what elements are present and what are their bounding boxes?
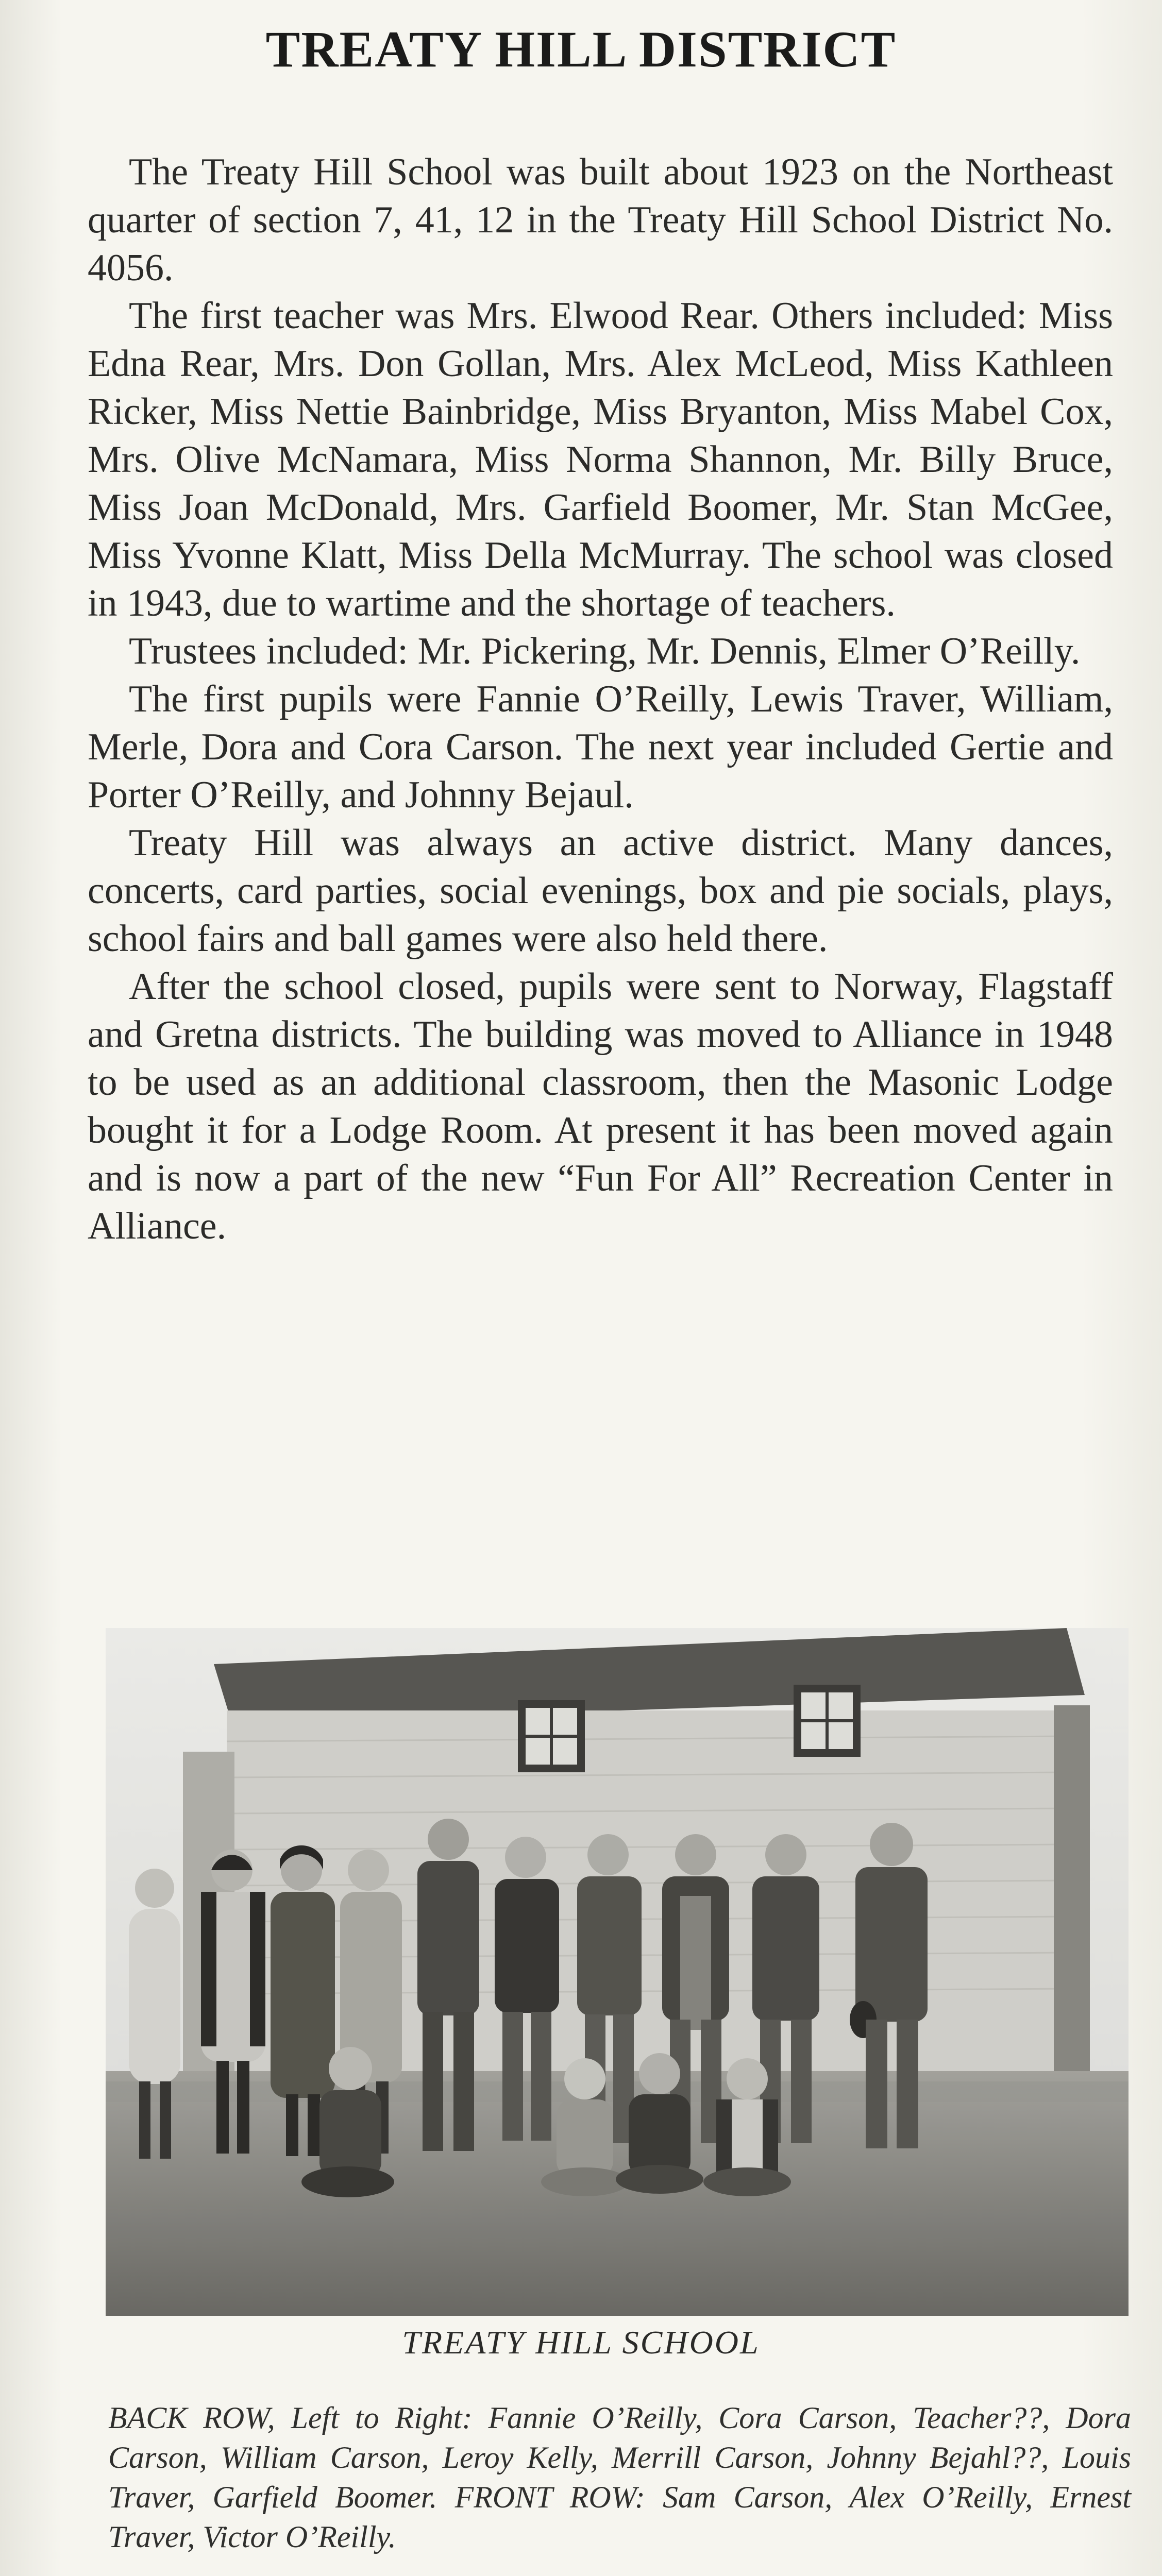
paragraph-teachers: The first teacher was Mrs. Elwood Rear. Others included: Miss Edna Rear, Mrs. Don Gollan, Mrs. Alex McLeod, Miss Kathleen Ricker, Miss Nettie Bainbridge, Miss Bryanton, Miss Mabel Cox, Mrs. Olive McNamara, Miss Norma Shannon, Mr. Billy Bruce, Miss Joan McDonald, Mrs. Garfield Boomer, Mr. Stan McGee, Miss Yvonne Klatt, Miss Della McMurray. The school was closed in 1943, due to wartime and the shortage of teachers. bbox=[88, 295, 1113, 624]
paragraph-after-closing: After the school closed, pupils were sent to Norway, Flagstaff and Gretna districts. The building was moved to Alliance in 1948 to be used as an additional classroom, then the Masonic Lodge bought it for a Lodge Room. At present it has been moved again and is now a part of the new “Fun For All” Recreation Center in Alliance. bbox=[88, 965, 1113, 1247]
school-photo-illustration bbox=[106, 1628, 1129, 2316]
paragraph-trustees: Trustees included: Mr. Pickering, Mr. Dennis, Elmer O’Reilly. bbox=[129, 630, 1081, 672]
school-photo bbox=[106, 1628, 1129, 2316]
page-title: TREATY HILL DISTRICT bbox=[265, 21, 897, 78]
photo-caption: BACK ROW, Left to Right: Fannie O’Reilly, Cora Carson, Teacher??, Dora Carson, William Carson, Leroy Kelly, Merrill Carson, Johnny Bejahl??, Louis Traver, Garfield Boomer. FRONT ROW: Sam Carson, Alex O’Reilly, Ernest Traver, Victor O’Reilly. bbox=[108, 2401, 1131, 2554]
paragraph-first-pupils: The first pupils were Fannie O’Reilly, Lewis Traver, William, Merle, Dora and Cora Carson. The next year included Gertie and Porter O’Reilly, and Johnny Bejaul. bbox=[88, 678, 1113, 816]
paragraph-district-activities: Treaty Hill was always an active district. Many dances, concerts, card parties, social evenings, box and pie socials, plays, school fairs and ball games were also held there. bbox=[88, 822, 1113, 960]
photo-caption-title: TREATY HILL SCHOOL bbox=[402, 2324, 760, 2361]
paragraph-school-built: The Treaty Hill School was built about 1923 on the Northeast quarter of section 7, 41, 12 in the Treaty Hill School District No. 4056. bbox=[88, 151, 1113, 289]
article-body bbox=[88, 148, 1113, 1250]
